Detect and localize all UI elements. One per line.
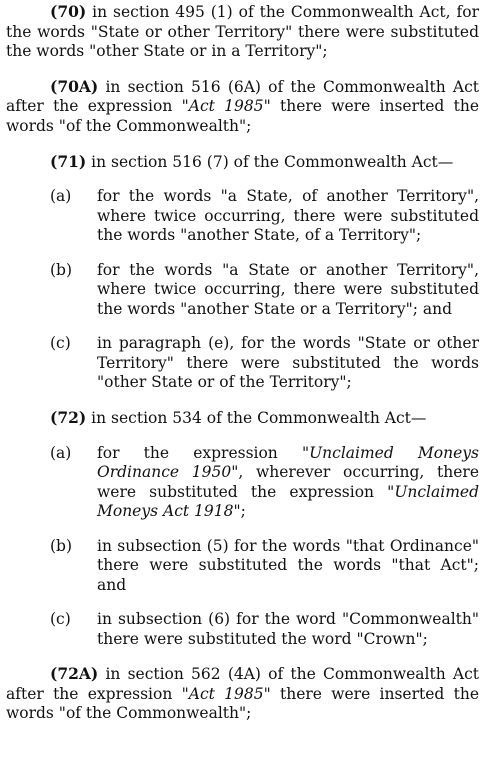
paragraph-number: (70A) [50,76,99,96]
paragraph-text: " there were inserted the words "of the Commonwealth"; [6,684,479,722]
paragraph-72a [6,664,479,724]
subparagraph-text: for the words "a State, of another Territory", where twice occurring, there were substituted the words "another State, of a Territory"; [97,187,479,244]
subparagraph-72-b [50,537,479,596]
subparagraph-71-c [50,334,479,393]
paragraph-number: (70) [50,2,87,21]
text-run: "; [233,502,246,520]
subparagraph-71-b [50,261,479,320]
act-name: Act 1985 [188,97,264,115]
text-run: ", wherever occurring, there were substituted the expression " [97,463,479,501]
paragraph-text: in section 562 (4A) of the Commonwealth Act after the expression " [6,665,479,703]
paragraph-72 [50,408,479,429]
subparagraph-label: (c) [50,610,71,628]
paragraph-text: " there were inserted the words "of the Commonwealth"; [6,97,479,135]
subparagraph-text: in subsection (6) for the word "Commonwealth" there were substituted the word "Crown"; [97,610,479,648]
subparagraph-text: in paragraph (e), for the words "State or other Territory" there were substituted the words "other State or of the Territory"; [97,334,479,391]
paragraph-number: (72A) [50,664,99,683]
subparagraph-label: (a) [50,443,72,462]
text-run: for the expression " [97,443,310,462]
subparagraph-label: (c) [50,334,71,352]
paragraph-number: (72) [50,408,87,427]
subparagraph-text: for the words "a State or another Territory", where twice occurring, there were substituted the words "another State or a Territory"; and [97,260,479,318]
act-name: Unclaimed Moneys Act 1918 [97,482,479,520]
subparagraph-label: (b) [50,260,73,279]
subparagraph-text: in subsection (5) for the words "that Ordinance" there were substituted the words "that Act"; and [97,536,479,594]
subparagraph-label: (a) [50,187,72,205]
paragraph-text: in section 516 (6A) of the Commonwealth Act after the expression " [6,77,479,115]
subparagraph-72-c [50,610,479,649]
paragraph-70 [6,2,479,62]
paragraph-text: in section 495 (1) of the Commonwealth Act, for the words "State or other Territory" there were substituted the words "other State or in a Territory"; [6,3,479,60]
paragraph-text: in section 534 of the Commonwealth Act— [86,409,427,427]
subparagraph-71-a [50,187,479,246]
subparagraph-label: (b) [50,536,73,555]
subparagraph-text [97,444,479,522]
act-name: Act 1985 [188,684,264,703]
act-name: Unclaimed Moneys Ordinance 1950 [97,443,480,481]
paragraph-text: in section 516 (7) of the Commonwealth Act— [86,152,454,171]
subparagraph-72-a [50,444,479,522]
paragraph-number: (71) [50,151,87,171]
paragraph-71 [50,152,479,173]
paragraph-70a [6,77,479,137]
